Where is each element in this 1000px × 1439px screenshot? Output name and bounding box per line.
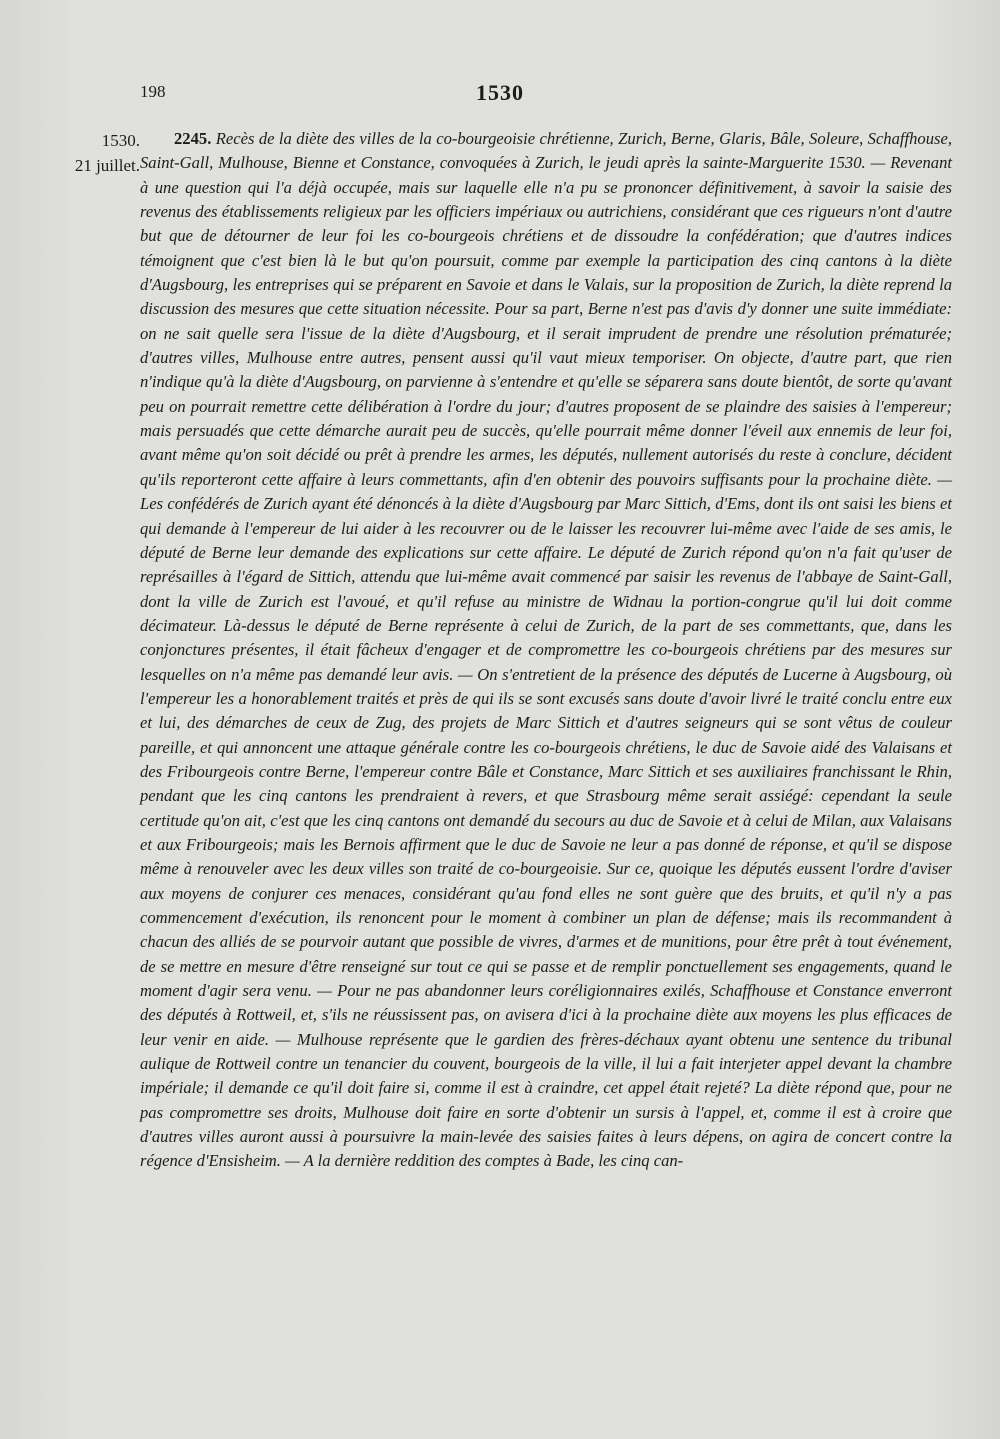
entry-number: 2245.: [174, 129, 212, 148]
entry-body: [140, 127, 952, 1174]
entry-text: Recès de la diète des villes de la co-bourgeoisie chrétienne, Zurich, Berne, Glaris, Bâle, Soleure, Schaffhouse, Saint-Gall, Mulhouse, Bienne et Constance, convoquées à Zurich, le jeudi après la sainte-Marguerite 1530. — Revenant à une question qui l'a déjà occupée, mais sur laquelle elle n'a pu se prononcer définitivement, à savoir la saisie des revenus des établissements religieux par les officiers impériaux ou autrichiens, considérant que ces rigueurs n'ont d'autre but que de détourner de leur foi les co-bourgeois chrétiens et de dissoudre la confédération; que d'autres indices témoignent que c'est bien là le but qu'on poursuit, comme par exemple la participation des cinq cantons à la diète d'Augsbourg, les entreprises qui se préparent en Savoie et dans le Valais, sur la proposition de Zurich, la diète reprend la discussion des mesures que cette situation nécessite. Pour sa part, Berne n'est pas d'avis d'y donner une suite immédiate: on ne sait quelle sera l'issue de la diète d'Augsbourg, et il serait imprudent de prendre une résolution prématurée; d'autres villes, Mulhouse entre autres, pensent aussi qu'il vaut mieux temporiser. On objecte, d'autre part, que rien n'indique qu'à la diète d'Augsbourg, on parvienne à s'entendre et qu'elle se séparera sans doute bientôt, de sorte qu'avant peu on pourrait remettre cette délibération à l'ordre du jour; d'autres proposent de se plaindre des saisies à l'empereur; mais persuadés que cette démarche aurait peu de succès, qu'elle pourrait même donner l'éveil aux ennemis de leur foi, avant même qu'on soit décidé ou prêt à prendre les armes, les députés, nullement autorisés du reste à conclure, décident qu'ils reporteront cette affaire à leurs commettants, afin d'en obtenir des pouvoirs suffisants pour la prochaine diète. — Les confédérés de Zurich ayant été dénoncés à la diète d'Augsbourg par Marc Sittich, d'Ems, dont ils ont saisi les biens et qui demande à l'empereur de lui aider à les recouvrer ou de le laisser les recouvrer lui-même avec l'aide de ses amis, le député de Berne leur demande des explications sur cette affaire. Le député de Zurich répond qu'on n'a fait qu'user de représailles à l'égard de Sittich, attendu que lui-même avait commencé par saisir les revenus de l'abbaye de Saint-Gall, dont la ville de Zurich est l'avoué, et qu'il refuse au ministre de Widnau la portion-congrue qu'il lui doit comme décimateur. Là-dessus le député de Berne représente à celui de Zurich, de la part de ses commettants, que, dans les conjonctures présentes, il était fâcheux d'engager et de compromettre les co-bourgeois chrétiens par des mesures sur lesquelles on n'a même pas demandé leur avis. — On s'entretient de la présence des députés de Lucerne à Augsbourg, où l'empereur les a honorablement traités et près de qui ils se sont excusés sans doute d'avoir livré le traité conclu entre eux et lui, des démarches de ceux de Zug, des projets de Marc Sittich et d'autres seigneurs qui se sont vêtus de couleur pareille, et qui annoncent une attaque générale contre les co-bourgeois chrétiens, le duc de Savoie aidé des Valaisans et des Fribourgeois contre Berne, l'empereur contre Bâle et Constance, Marc Sittich et ses auxiliaires franchissant le Rhin, pendant que les cinq cantons les prendraient à revers, et que Strasbourg même serait assiégé: cependant la seule certitude qu'on ait, c'est que les cinq cantons ont demandé du secours au duc de Savoie et à celui de Milan, aux Valaisans et aux Fribourgeois; mais les Bernois affirment que le duc de Savoie ne leur a pas donné de réponse, et qu'il se dispose même à renouveler avec les deux villes son traité de co-bourgeoisie. Sur ce, quoique les députés eussent l'ordre d'aviser aux moyens de conjurer ces menaces, considérant qu'au fond elles ne sont guère que des bruits, et qu'il n'y a pas commencement d'exécution, ils renoncent pour le moment à combiner un plan de défense; mais ils recommandent à chacun des alliés de se pourvoir autant que possible de vivres, d'armes et de munitions, pour être prêt à tout événement, de se mettre en mesure d'être renseigné sur tout ce qui se passe et de remplir ponctuellement ses engagements, quand le moment d'agir sera venu. — Pour ne pas abandonner leurs coréligionnaires exilés, Schaffhouse et Constance enverront des députés à Rottweil, et, s'ils ne réussissent pas, on avisera d'ici à la prochaine diète aux moyens les plus efficaces de leur venir en aide. — Mulhouse représente que le gardien des frères-déchaux ayant obtenu une sentence du tribunal aulique de Rottweil contre un tenancier du couvent, bourgeois de la ville, il lui a fait interjeter appel devant la chambre impériale; il demande ce qu'il doit faire si, comme il est à craindre, cet appel était rejeté? La diète répond que, pour ne pas compromettre ses droits, Mulhouse doit faire en sorte d'obtenir un sursis à l'appel, et, comme il est à croire que d'autres villes auront aussi à poursuivre la main-levée des saisies faites à leurs dépens, on agira de concert contre la régence d'Ensisheim. — A la dernière reddition des comptes à Bade, les cinq can-: [140, 129, 952, 1171]
entry-paragraph: [140, 127, 952, 1174]
page-number: 198: [140, 82, 166, 101]
margin-date: [60, 128, 140, 178]
running-head-year: 1530: [476, 80, 524, 105]
margin-day: 21 juillet.: [74, 156, 140, 175]
margin-year: 1530.: [101, 131, 140, 150]
